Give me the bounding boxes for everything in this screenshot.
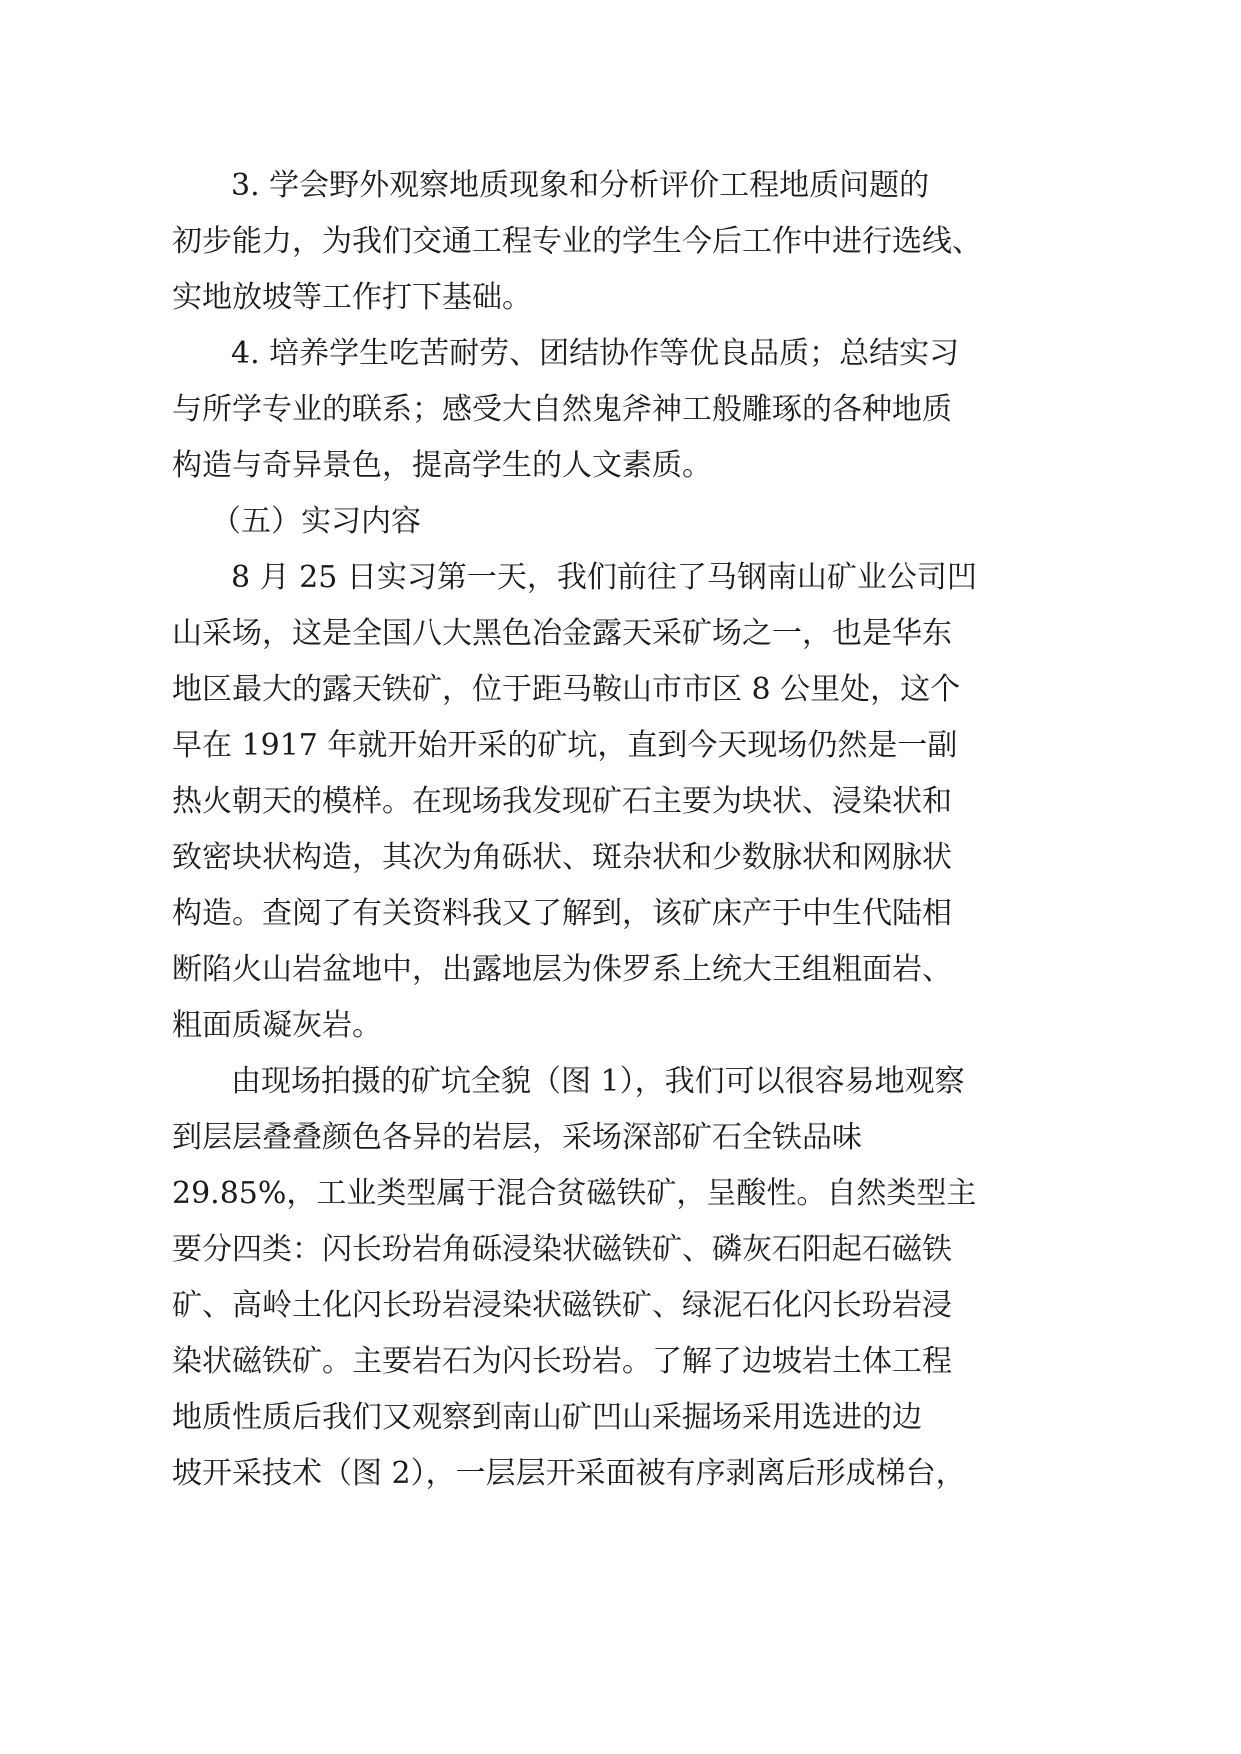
body-paragraph-1-line-4: 早在 1917 年就开始开采的矿坑，直到今天现场仍然是一副	[172, 728, 958, 763]
paragraph-4-line-3: 构造与奇异景色，提高学生的人文素质。	[172, 448, 712, 483]
body-paragraph-1-line-2: 山采场，这是全国八大黑色冶金露天采矿场之一，也是华东	[172, 616, 952, 651]
body-paragraph-2-line-1: 由现场拍摄的矿坑全貌（图 1），我们可以很容易地观察	[231, 1064, 965, 1099]
body-paragraph-1-line-6: 致密块状构造，其次为角砾状、斑杂状和少数脉状和网脉状	[172, 840, 952, 875]
body-paragraph-2-line-6: 染状磁铁矿。主要岩石为闪长玢岩。了解了边坡岩土体工程	[172, 1344, 952, 1379]
body-paragraph-1-line-3: 地区最大的露天铁矿，位于距马鞍山市市区 8 公里处，这个	[172, 672, 961, 707]
body-paragraph-2-line-7: 地质性质后我们又观察到南山矿凹山采掘场采用选进的边	[172, 1400, 922, 1435]
body-paragraph-2-line-2: 到层层叠叠颜色各异的岩层，采场深部矿石全铁品味	[172, 1120, 862, 1155]
body-paragraph-1-line-1: 8 月 25 日实习第一天，我们前往了马钢南山矿业公司凹	[231, 560, 977, 595]
paragraph-3-line-3: 实地放坡等工作打下基础。	[172, 280, 532, 315]
paragraph-4-line-2: 与所学专业的联系；感受大自然鬼斧神工般雕琢的各种地质	[172, 392, 952, 427]
body-paragraph-1-line-7: 构造。查阅了有关资料我又了解到，该矿床产于中生代陆相	[172, 896, 952, 931]
paragraph-4-line-1: 4. 培养学生吃苦耐劳、团结协作等优良品质；总结实习	[231, 336, 960, 371]
paragraph-3-line-1: 3. 学会野外观察地质现象和分析评价工程地质问题的	[231, 168, 930, 203]
body-paragraph-2-line-4: 要分四类：闪长玢岩角砾浸染状磁铁矿、磷灰石阳起石磁铁	[172, 1232, 952, 1267]
body-paragraph-1-line-8: 断陷火山岩盆地中，出露地层为侏罗系上统大王组粗面岩、	[172, 952, 952, 987]
body-paragraph-1-line-5: 热火朝天的模样。在现场我发现矿石主要为块状、浸染状和	[172, 784, 952, 819]
paragraph-3-line-2: 初步能力，为我们交通工程专业的学生今后工作中进行选线、	[172, 224, 982, 259]
body-paragraph-2-line-5: 矿、高岭土化闪长玢岩浸染状磁铁矿、绿泥石化闪长玢岩浸	[172, 1288, 952, 1323]
section-heading: （五）实习内容	[211, 504, 421, 539]
body-paragraph-1-line-9: 粗面质凝灰岩。	[172, 1008, 382, 1043]
body-paragraph-2-line-3: 29.85%，工业类型属于混合贫磁铁矿，呈酸性。自然类型主	[172, 1176, 977, 1211]
body-paragraph-2-line-8: 坡开采技术（图 2），一层层开采面被有序剥离后形成梯台，	[172, 1456, 966, 1491]
